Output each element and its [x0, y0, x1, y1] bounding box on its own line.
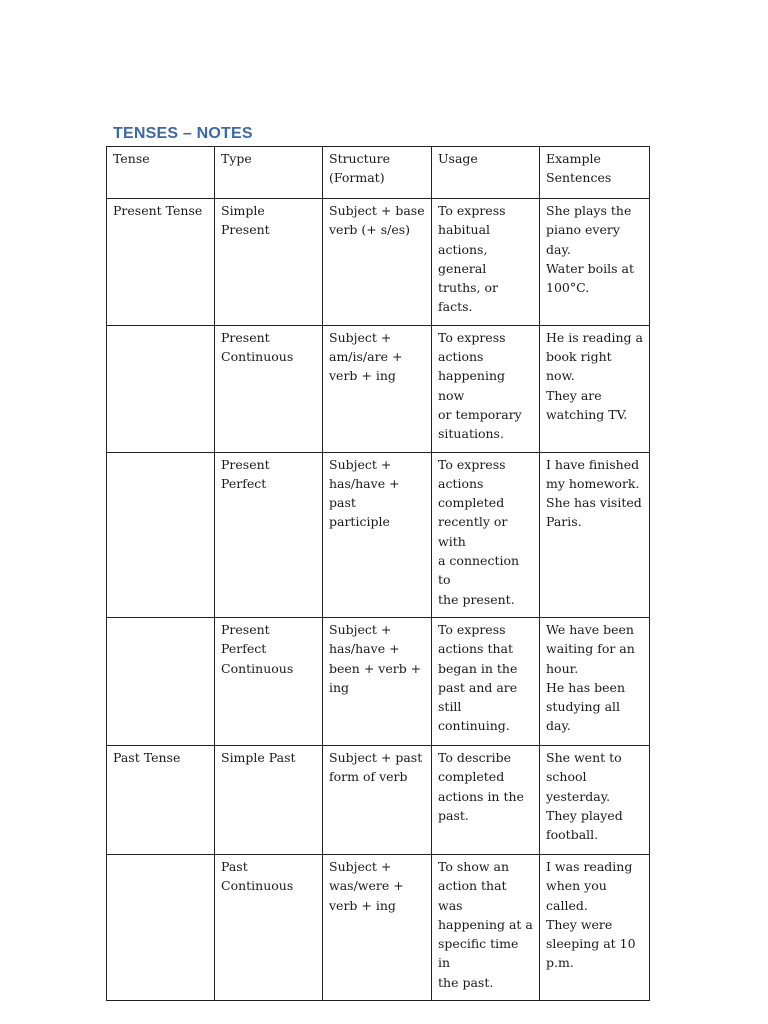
examples-cell — [540, 325, 650, 452]
page-title: TENSES – NOTES — [113, 125, 253, 142]
tense-cell — [107, 854, 215, 1000]
type-cell — [215, 325, 323, 452]
type-cell — [215, 854, 323, 1000]
usage-text: To express habitual actions, general truths, or facts. — [438, 203, 506, 315]
examples-cell — [540, 617, 650, 745]
table-row — [107, 199, 650, 326]
structure-cell — [323, 452, 432, 617]
structure-cell — [323, 325, 432, 452]
table-row — [107, 854, 650, 1000]
examples-text: He is reading a book right now. They are watching TV. — [546, 329, 643, 422]
tense-text: Past Tense — [113, 749, 181, 765]
table-row — [107, 745, 650, 854]
structure-text: Subject + was/were + verb + ing — [329, 858, 404, 913]
examples-cell — [540, 199, 650, 326]
header-label: Usage — [438, 151, 478, 166]
tense-cell — [107, 199, 215, 326]
structure-text: Subject + am/is/are + verb + ing — [329, 329, 403, 384]
usage-text: To describe completed actions in the past. — [438, 749, 524, 823]
type-cell — [215, 452, 323, 617]
examples-cell — [540, 452, 650, 617]
header-label: Structure (Format) — [329, 151, 391, 186]
usage-cell — [432, 617, 540, 745]
type-text: Present Perfect — [221, 456, 270, 491]
usage-text: To show an action that was happening at a specific time in the past. — [438, 858, 533, 990]
type-cell — [215, 617, 323, 745]
usage-text: To express actions that began in the past and are still continuing. — [438, 621, 518, 734]
tense-cell — [107, 617, 215, 745]
tense-cell — [107, 325, 215, 452]
header-cell-tense — [107, 147, 215, 199]
usage-cell — [432, 325, 540, 452]
structure-cell — [323, 199, 432, 326]
type-cell — [215, 745, 323, 854]
header-label: Example Sentences — [546, 151, 612, 186]
header-cell-usage — [432, 147, 540, 199]
structure-cell — [323, 617, 432, 745]
usage-cell — [432, 199, 540, 326]
header-cell-examples — [540, 147, 650, 199]
structure-cell — [323, 854, 432, 1000]
type-text: Present Perfect Continuous — [221, 621, 294, 676]
table-row — [107, 325, 650, 452]
examples-text: She went to school yesterday. They played football. — [546, 749, 623, 843]
tense-text: Present Tense — [113, 203, 203, 218]
structure-text: Subject + has/have + past participle — [329, 456, 400, 530]
header-cell-structure — [323, 147, 432, 199]
examples-cell — [540, 854, 650, 1000]
table-header-row — [107, 147, 650, 199]
usage-cell — [432, 452, 540, 617]
examples-text: I was reading when you called. They were sleeping at 10 p.m. — [546, 858, 636, 971]
type-text: Simple Past — [221, 749, 296, 765]
usage-text: To express actions completed recently or with a connection to the present. — [438, 456, 520, 607]
type-cell — [215, 199, 323, 326]
examples-text: She plays the piano every day. Water boils at 100°C. — [546, 203, 634, 296]
tense-cell — [107, 452, 215, 617]
structure-text: Subject + base verb (+ s/es) — [329, 203, 425, 238]
examples-text: We have been waiting for an hour. He has been studying all day. — [546, 621, 635, 734]
examples-text: I have finished my homework. She has visited Paris. — [546, 456, 642, 530]
header-cell-type — [215, 147, 323, 199]
header-label: Type — [221, 151, 252, 166]
structure-cell — [323, 745, 432, 854]
type-text: Simple Present — [221, 203, 270, 238]
structure-text: Subject + has/have + been + verb + ing — [329, 621, 422, 695]
table-row — [107, 617, 650, 745]
type-text: Present Continuous — [221, 329, 294, 365]
usage-cell — [432, 745, 540, 854]
table-row — [107, 452, 650, 617]
type-text: Past Continuous — [221, 858, 294, 894]
tenses-table — [106, 146, 650, 1001]
usage-cell — [432, 854, 540, 1000]
usage-text: To express actions happening now or temporary situations. — [438, 329, 522, 442]
tense-cell — [107, 745, 215, 854]
structure-text: Subject + past form of verb — [329, 749, 423, 785]
header-label: Tense — [113, 151, 150, 166]
examples-cell — [540, 745, 650, 854]
